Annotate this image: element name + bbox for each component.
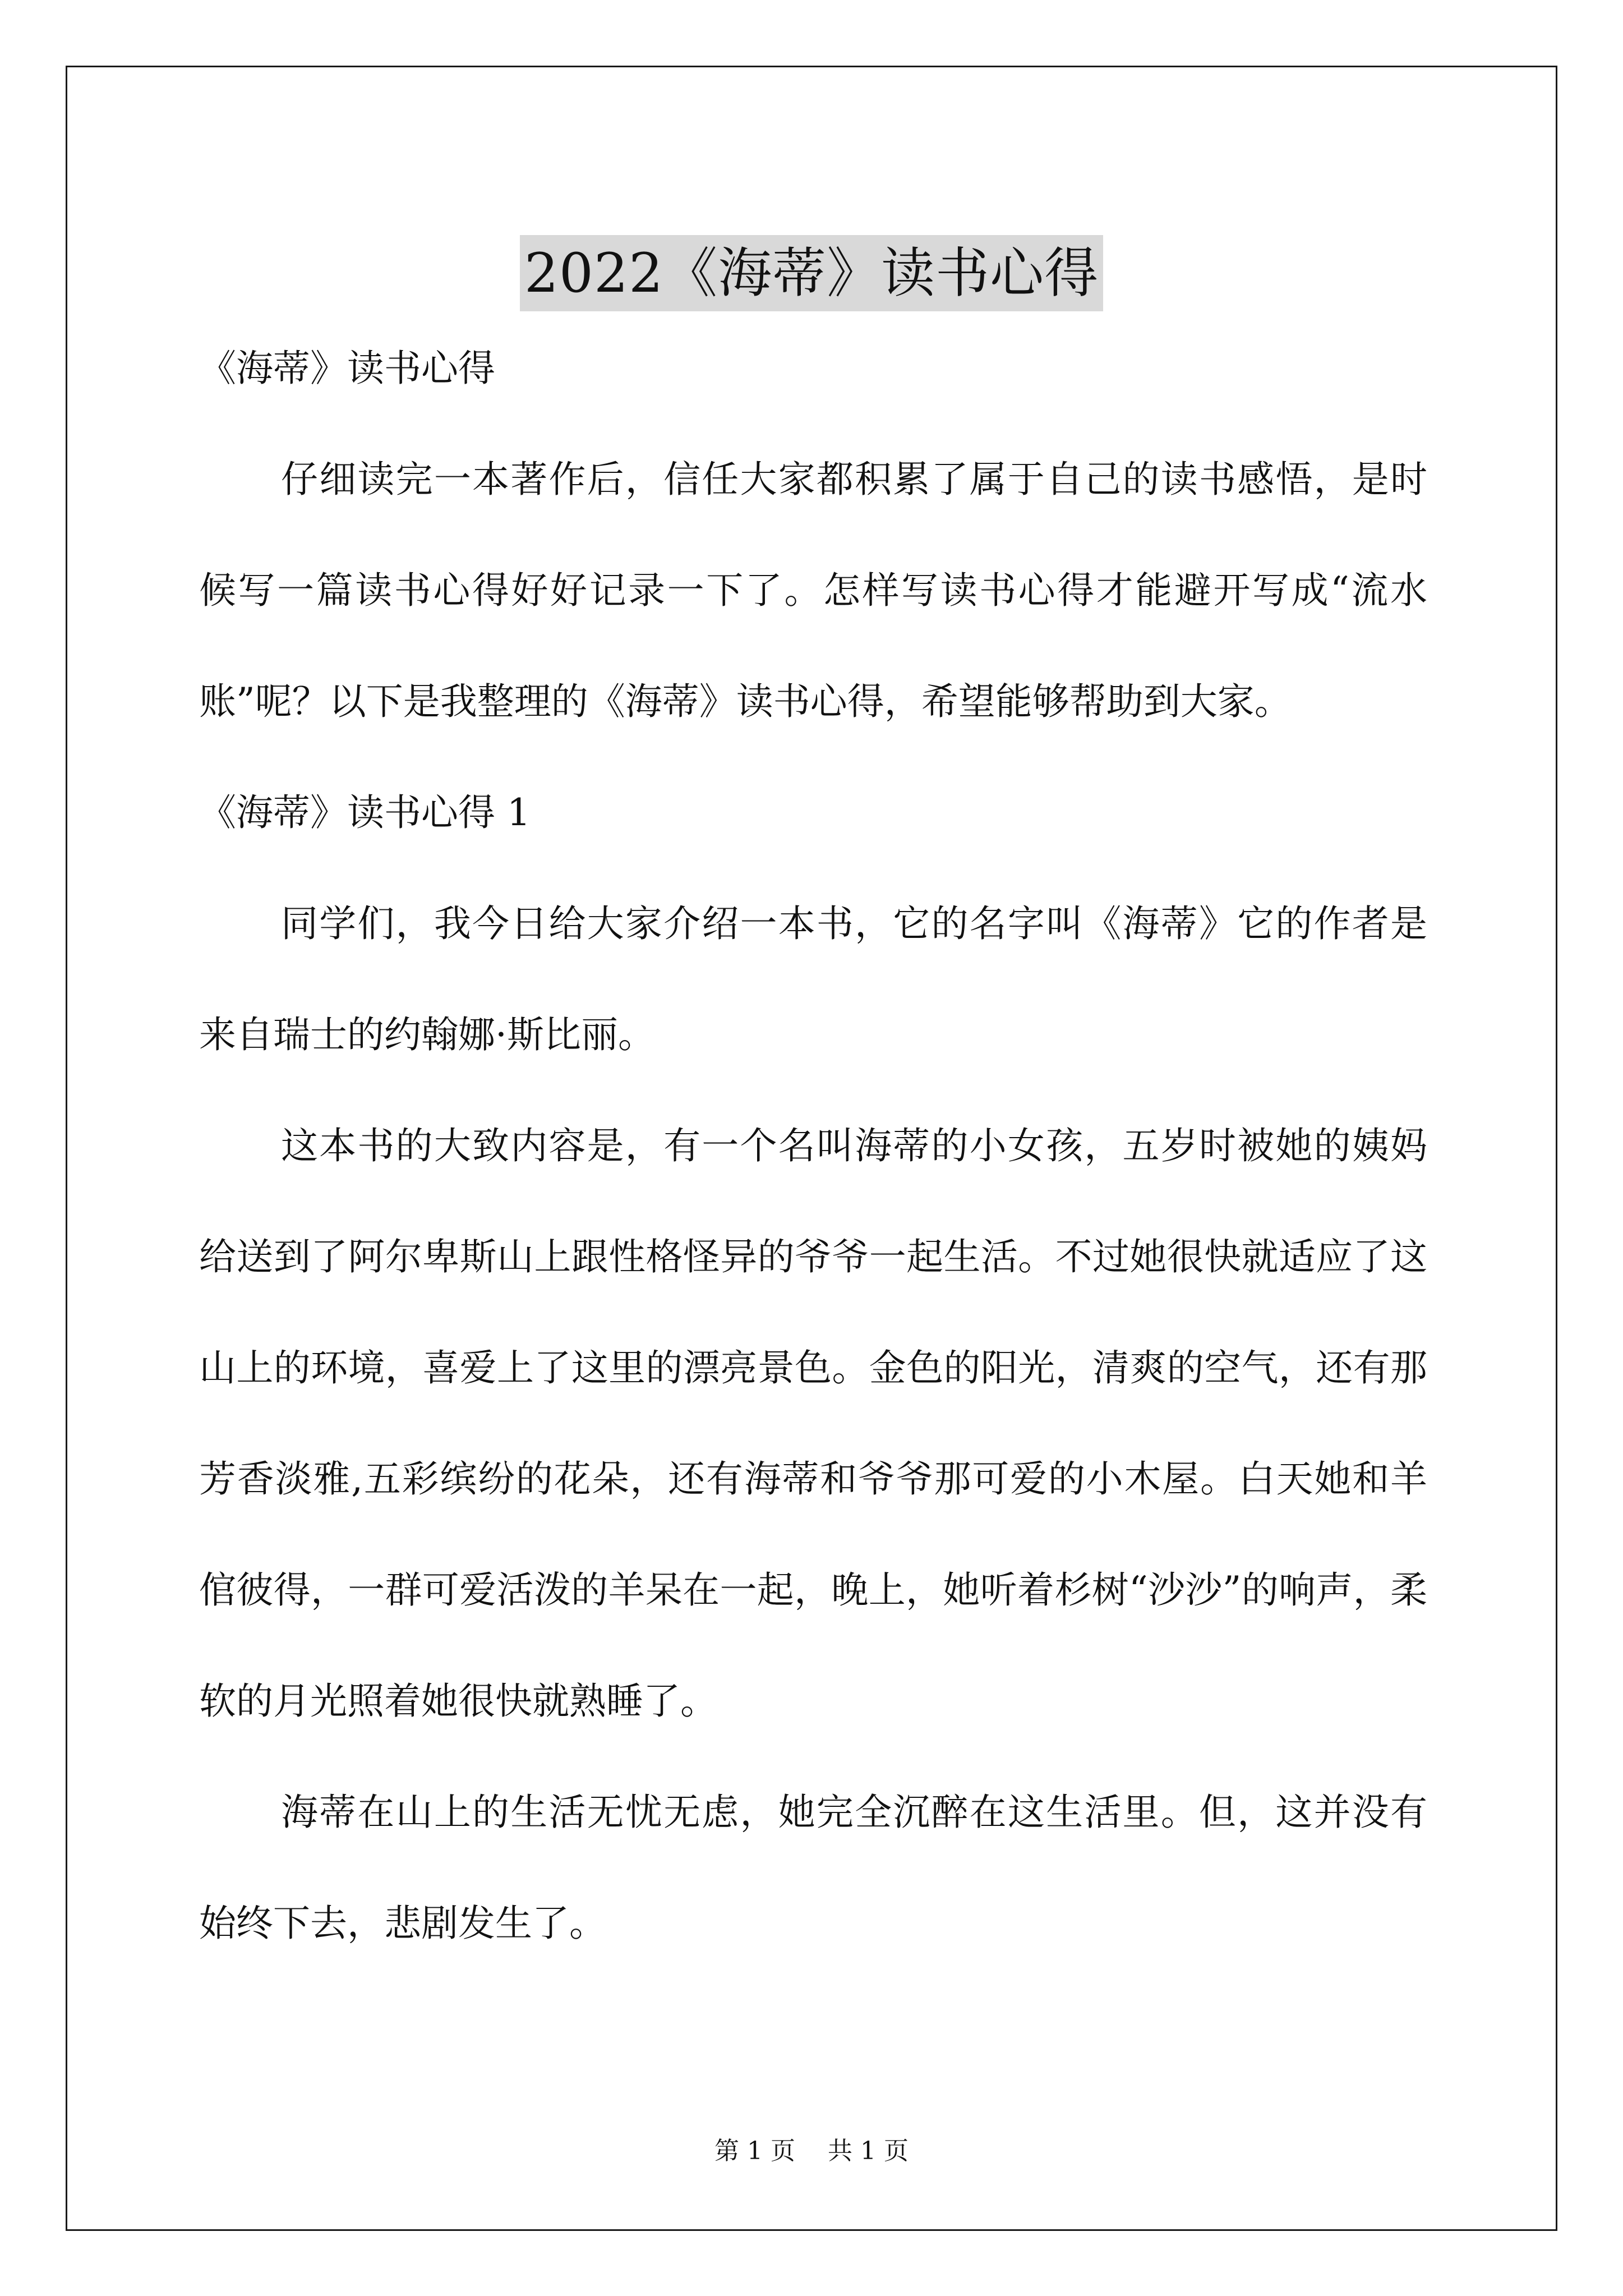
body-paragraph: 这本书的大致内容是，有一个名叫海蒂的小女孩，五岁时被她的姨妈给送到了阿尔卑斯山上跟性格怪异的爷爷一起生活。不过她很快就适应了这山上的环境，喜爱上了这里的漂亮景色。金色的阳光，清爽的空气，还有那芳香淡雅,五彩缤纷的花朵，还有海蒂和爷爷那可爱的小木屋。白天她和羊倌彼得，一群可爱活泼的羊呆在一起，晚上，她听着杉树“沙沙”的响声，柔软的月光照着她很快就熟睡了。 [199,1124,1427,1723]
document-body [199,313,1427,1979]
page-footer: 第 1 页 共 1 页 [714,2137,909,2165]
section-heading-1: 《海蒂》读书心得 1 [199,791,531,834]
body-paragraph: 同学们，我今日给大家介绍一本书，它的名字叫《海蒂》它的作者是来自瑞士的约翰娜·斯比丽。 [199,902,1427,1056]
document-title: 2022《海蒂》读书心得 [520,235,1103,311]
intro-paragraph: 仔细读完一本著作后，信任大家都积累了属于自己的读书感悟，是时候写一篇读书心得好好记录一下了。怎样写读书心得才能避开写成“流水账”呢？以下是我整理的《海蒂》读书心得，希望能够帮助到大家。 [199,458,1427,723]
section-heading: 《海蒂》读书心得 [199,347,495,390]
body-paragraph: 海蒂在山上的生活无忧无虑，她完全沉醉在这生活里。但，这并没有始终下去，悲剧发生了。 [199,1791,1427,1945]
